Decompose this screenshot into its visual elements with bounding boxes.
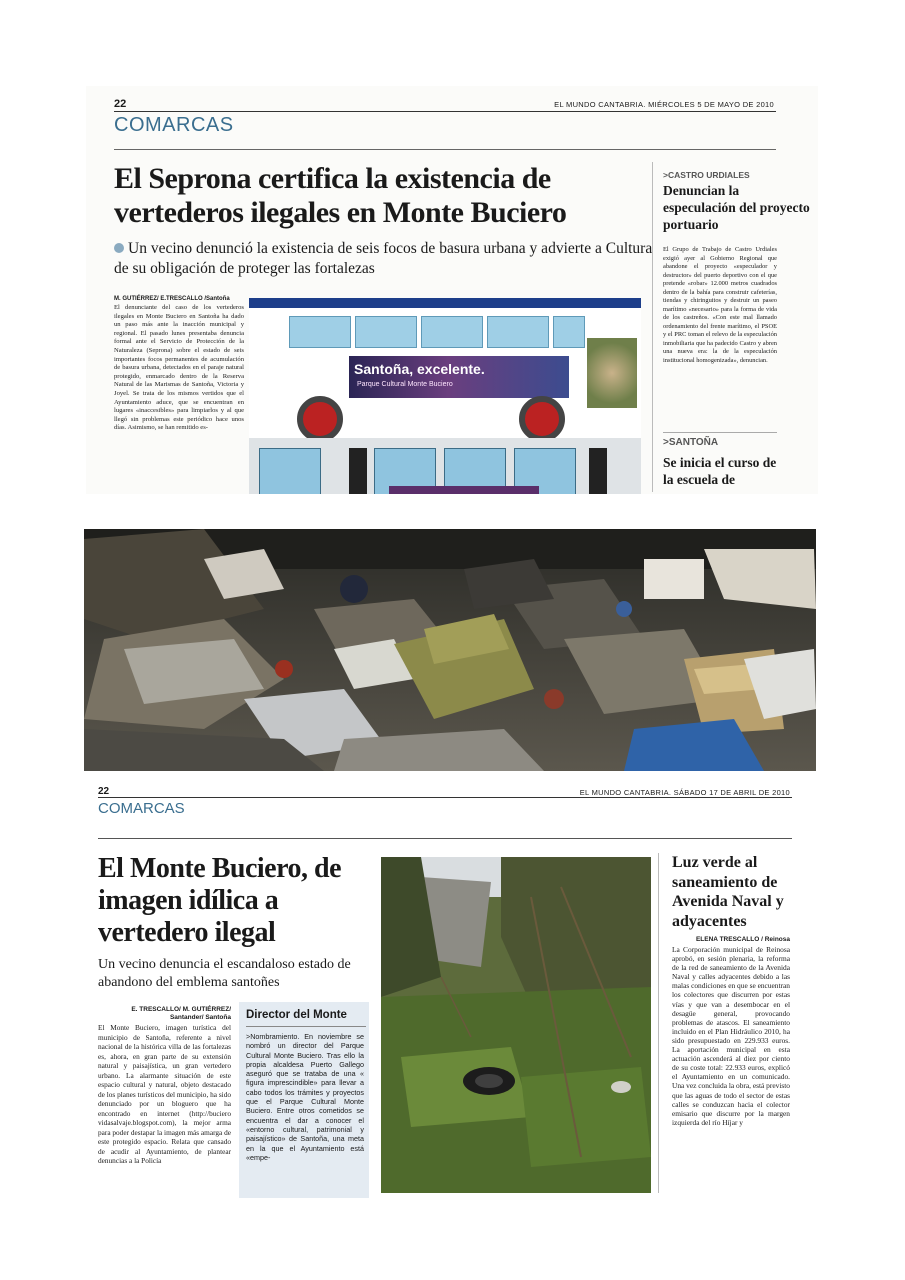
header-rule: [114, 111, 776, 112]
sidebar-rule: [663, 432, 777, 433]
sidebar-headline: Luz verde al saneamiento de Avenida Naval y adyacentes: [672, 854, 784, 930]
newspaper-clipping-1: [86, 86, 818, 494]
article-body: El denunciante del caso de los vertederos ilegales en Monte Buciero en Santoña ha dado un paso más ante la inacción municipal y regional. El pasado lunes presentaba denuncia formal ante el Servicio de Protección de la Naturaleza (Seprona) sobre el estado de seis importantes focos permanentes de acumulación de basura urbana, detectados en el paraje natural protegido, enmarcado dentro de la Reserva Natural de las Marismas de Santoña, Victoria y Joyel. Se trata de los mismos vertidos que el Ayuntamiento aduce, que se encuentran en lugares «inaccesibles» para limpiarlos y al que llegó sin problemas este periódico hace unos días. Asimismo, se han remitido es-: [114, 304, 244, 432]
section-label: COMARCAS: [114, 114, 234, 136]
sidebar-kicker: >CASTRO URDIALES: [663, 170, 750, 180]
info-box-title: Director del Monte: [246, 1009, 347, 1021]
ad-plant-image: [587, 338, 637, 408]
sidebar-headline: Denuncian la especulación del proyecto portuario: [663, 183, 810, 232]
bus-window: [355, 316, 417, 348]
subhead: [114, 239, 654, 279]
page-number: 22: [114, 98, 127, 110]
bus-window: [259, 448, 321, 494]
section-rule: [114, 149, 776, 150]
newspaper-clipping-2: [96, 780, 796, 1200]
header-rule: [98, 797, 792, 798]
page-number: 22: [98, 786, 110, 797]
forest-tire-illustration: [381, 857, 651, 1193]
byline: E. TRESCALLO/ M. GUTIÉRREZ/: [131, 1006, 231, 1013]
sidebar-body: La Corporación municipal de Reinosa aprobó, en sesión plenaria, la reforma de la red de saneamiento de la Avenida Naval y calles adyacentes debido a las malas condiciones en que se encuentran los colectores que discurren por estas vías y que van a desembocar en el desagüe general, provocando problemas de atascos. El saneamiento incluido en el Plan Hidráulico 2010, ha sido presupuestado en 229.933 euros. La aportación municipal en esta actuación ascenderá al diez por ciento de su coste total: 22.933 euros, explicó el Ayuntamiento en un comunicado. Una vez concluida la obra, está previsto que las aguas de todo el sector de estas calles se conduzcan hacia el colector emisario que discurre por la margen izquierda del río Híjar y: [672, 945, 790, 1127]
sidebar-byline: ELENA TRESCALLO / Reinosa: [695, 936, 790, 943]
bus-door: [349, 448, 367, 494]
bullet-icon: [114, 243, 124, 253]
masthead-date: EL MUNDO CANTABRIA. MIÉRCOLES 5 DE MAYO DE 2010: [554, 100, 774, 109]
ad-title: Santoña, excelente.: [354, 361, 485, 377]
garbage-dump-photo: [84, 529, 816, 771]
bus-roof: [249, 298, 641, 308]
masthead-date: EL MUNDO CANTABRIA. SÁBADO 17 DE ABRIL DE 2010: [579, 788, 790, 797]
subhead: Un vecino denuncia el escandaloso estado de abandono del emblema santoñes: [98, 957, 351, 990]
bus-advertisement-photo: [249, 298, 641, 494]
byline-location: Santander/ Santoña: [169, 1014, 231, 1021]
ad-subtitle: Parque Cultural Monte Buciero: [357, 381, 453, 388]
bus-window: [487, 316, 549, 348]
sidebar-headline-2: Se inicia el curso de la escuela de: [663, 455, 777, 487]
column-rule: [658, 853, 659, 1193]
bus-wheel: [519, 396, 565, 442]
bus-door: [589, 448, 607, 494]
section-label: COMARCAS: [98, 800, 185, 817]
column-rule: [652, 162, 653, 492]
garbage-dump-illustration: [84, 529, 816, 771]
forest-tire-photo: [381, 857, 651, 1193]
byline: M. GUTIÉRREZ/ E.TRESCALLO /Santoña: [114, 296, 230, 302]
headline: El Seprona certifica la existencia de vertederos ilegales en Monte Buciero: [114, 162, 567, 229]
info-box-body: >Nombramiento. En noviembre se nombró un director del Parque Cultural Monte Buciero. Tras ello la propia alcaldesa Puerto Gallego aseguró que se trataba de una « figura imprescindible» para llevar a cabo todos los trámites y proyectos que el Parque Cultural Monte Buciero. Entre otros cometidos se encuentra el dar a conocer el «entorno cultural, patrimonial y paisajístico» de Santoña, una meta en la que el Ayuntamiento está «empe-: [246, 1032, 364, 1162]
bus-window: [289, 316, 351, 348]
headline: El Monte Buciero, de imagen idílica a vertedero ilegal: [98, 853, 342, 948]
sidebar-kicker-2: >SANTOÑA: [663, 437, 719, 448]
ad-strip: [389, 486, 539, 494]
subhead-text: Un vecino denunció la existencia de seis focos de basura urbana y advierte a Cultura de su obligación de proteger las fortalezas: [114, 240, 653, 277]
article-body: El Monte Buciero, imagen turística del municipio de Santoña, referente a nivel nacional de la histórica villa de las fortalezas es, ahora, en gran parte de su extensión natural y paisajística, un gran vertedero urbano. La alarmante situación de este espacio cultural y natural, objeto destacado de los planes turísticos del municipio, ha sido denunciado por un bloguero que ha encontrado en internet (http://buciero​vidasalvaje.blogspot.com), la mejor arma para poder destapar la imagen más amarga de este protegido espacio. Relata que cansado de acudir al Ayuntamiento, de plantear denuncias a la Policía: [98, 1023, 231, 1165]
bus-window: [421, 316, 483, 348]
sidebar-body: El Grupo de Trabajo de Castro Urdiales exigió ayer al Gobierno Regional que abandone el proyecto «especulador y destructor» del puerto deportivo con el que pretende «robar» 12.000 metros cuadrados dentro de la bahía para construir cafeterías, tiendas y chiringuitos y destruir un paseo marítimo «necesario» para la forma de vida de los castreños. «Con este mal llamado ordenamiento del frente marítimo, el PSOE y el PRC toman el relevo de la especulación inmobiliaria que ha padecido Castro y abren una nueva era: la de la especulación institucional homogenizada», denuncian.: [663, 246, 777, 364]
bus-window: [553, 316, 585, 348]
info-box-rule: [246, 1026, 366, 1027]
section-rule: [98, 838, 792, 839]
bus-wheel: [297, 396, 343, 442]
